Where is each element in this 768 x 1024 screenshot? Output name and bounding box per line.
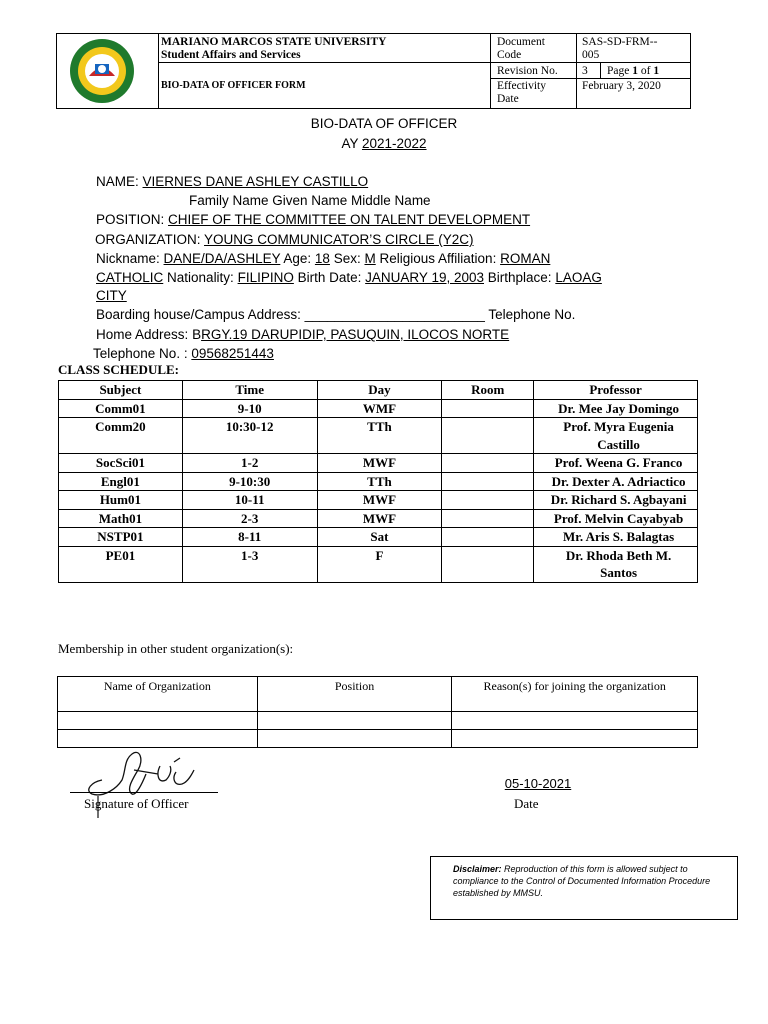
membership-heading: Membership in other student organization(s): bbox=[58, 641, 294, 656]
date-value: 05-10-2021 bbox=[504, 776, 572, 791]
table-cell: NSTP01 bbox=[59, 528, 183, 547]
position-line: POSITION: CHIEF OF THE COMMITTEE ON TALENT DEVELOPMENT bbox=[96, 212, 531, 227]
office-name: Student Affairs and Services bbox=[161, 49, 301, 61]
table-cell: 9-10 bbox=[182, 399, 317, 418]
column-header: Subject bbox=[59, 381, 183, 400]
table-cell: 10:30-12 bbox=[182, 418, 317, 454]
table-cell: WMF bbox=[317, 399, 442, 418]
table-cell: Dr. Dexter A. Adriactico bbox=[534, 472, 698, 491]
revision-label: Revision No. bbox=[497, 65, 558, 77]
document-header bbox=[56, 33, 691, 109]
disclaimer-box: Disclaimer: Reproduction of this form is allowed subject to compliance to the Control of Documented Information Procedure established by MMSU. bbox=[430, 856, 738, 920]
table-cell: PE01 bbox=[59, 546, 183, 582]
column-header: Day bbox=[317, 381, 442, 400]
table-cell: Comm01 bbox=[59, 399, 183, 418]
effectivity-label-2: Date bbox=[497, 93, 519, 105]
university-logo bbox=[69, 38, 135, 104]
table-cell: Dr. Rhoda Beth M. Santos bbox=[534, 546, 698, 582]
table-cell: Prof. Weena G. Franco bbox=[534, 454, 698, 473]
name-hint: Family Name Given Name Middle Name bbox=[189, 193, 431, 208]
table-cell: Prof. Melvin Cayabyab bbox=[534, 509, 698, 528]
table-row bbox=[59, 472, 698, 491]
birthplace-continued: CITY bbox=[96, 288, 127, 303]
doc-code-label-2: Code bbox=[497, 49, 522, 61]
table-cell: 9-10:30 bbox=[182, 472, 317, 491]
effectivity-label: Effectivity bbox=[497, 80, 546, 92]
disclaimer-text: Reproduction of this form is allowed subject to compliance to the Control of Documented Information Procedure established by MMSU. bbox=[453, 864, 711, 898]
name-line: NAME: VIERNES DANE ASHLEY CASTILLO bbox=[96, 174, 369, 189]
table-row bbox=[59, 454, 698, 473]
table-cell: F bbox=[317, 546, 442, 582]
schedule-heading: CLASS SCHEDULE: bbox=[58, 362, 180, 377]
signature-line bbox=[70, 792, 218, 793]
column-header: Reason(s) for joining the organization bbox=[452, 677, 698, 712]
column-header: Room bbox=[442, 381, 534, 400]
table-row bbox=[59, 491, 698, 510]
membership-table bbox=[57, 676, 698, 748]
table-cell bbox=[442, 454, 534, 473]
table-row bbox=[58, 712, 698, 730]
doc-code-label: Document bbox=[497, 36, 545, 48]
table-cell bbox=[442, 472, 534, 491]
table-cell: 8-11 bbox=[182, 528, 317, 547]
table-cell: Mr. Aris S. Balagtas bbox=[534, 528, 698, 547]
table-cell bbox=[442, 491, 534, 510]
table-cell: Math01 bbox=[59, 509, 183, 528]
nationality-line: CATHOLIC Nationality: FILIPINO Birth Date: JANUARY 19, 2003 Birthplace: LAOAG bbox=[96, 270, 602, 285]
table-cell: Dr. Mee Jay Domingo bbox=[534, 399, 698, 418]
table-row bbox=[59, 528, 698, 547]
table-cell: SocSci01 bbox=[59, 454, 183, 473]
table-cell: MWF bbox=[317, 509, 442, 528]
column-header: Name of Organization bbox=[58, 677, 258, 712]
table-cell bbox=[442, 546, 534, 582]
home-address-line: Home Address: BRGY.19 DARUPIDIP, PASUQUIN, ILOCOS NORTE bbox=[96, 327, 510, 342]
position-value: CHIEF OF THE COMMITTEE ON TALENT DEVELOPMENT bbox=[168, 212, 531, 227]
table-cell: Sat bbox=[317, 528, 442, 547]
boarding-line: Boarding house/Campus Address: ________________________ Telephone No. bbox=[96, 307, 576, 322]
doc-code-value-2: 005 bbox=[582, 49, 600, 61]
table-cell: Engl01 bbox=[59, 472, 183, 491]
table-cell bbox=[442, 418, 534, 454]
telephone-line: Telephone No. : 09568251443 bbox=[93, 346, 274, 361]
table-row bbox=[59, 509, 698, 528]
form-title: BIO-DATA OF OFFICER bbox=[310, 116, 458, 131]
table-cell: MWF bbox=[317, 454, 442, 473]
column-header: Position bbox=[257, 677, 452, 712]
column-header: Time bbox=[182, 381, 317, 400]
effectivity-value: February 3, 2020 bbox=[582, 80, 661, 92]
signature-label: Signature of Officer bbox=[84, 796, 189, 811]
organization-line: ORGANIZATION: YOUNG COMMUNICATOR’S CIRCLE (Y2C) bbox=[95, 232, 474, 247]
table-row bbox=[59, 546, 698, 582]
table-cell: Prof. Myra Eugenia Castillo bbox=[534, 418, 698, 454]
university-name: MARIANO MARCOS STATE UNIVERSITY bbox=[161, 36, 387, 48]
class-schedule-table bbox=[58, 380, 698, 583]
revision-value: 3 bbox=[582, 65, 588, 77]
nickname-line: Nickname: DANE/DA/ASHLEY Age: 18 Sex: M Religious Affiliation: ROMAN bbox=[96, 251, 551, 266]
table-cell: 1-3 bbox=[182, 546, 317, 582]
table-cell: 1-2 bbox=[182, 454, 317, 473]
form-name: BIO-DATA OF OFFICER FORM bbox=[161, 80, 306, 91]
name-value: VIERNES DANE ASHLEY CASTILLO bbox=[142, 174, 369, 189]
column-header: Professor bbox=[534, 381, 698, 400]
table-cell bbox=[442, 399, 534, 418]
table-cell bbox=[442, 509, 534, 528]
organization-value: YOUNG COMMUNICATOR’S CIRCLE (Y2C) bbox=[204, 232, 474, 247]
table-cell: TTh bbox=[317, 418, 442, 454]
table-cell: TTh bbox=[317, 472, 442, 491]
table-cell: 10-11 bbox=[182, 491, 317, 510]
table-cell bbox=[442, 528, 534, 547]
table-cell: MWF bbox=[317, 491, 442, 510]
table-cell: Dr. Richard S. Agbayani bbox=[534, 491, 698, 510]
table-row bbox=[59, 418, 698, 454]
table-row bbox=[59, 399, 698, 418]
table-cell: 2-3 bbox=[182, 509, 317, 528]
page-indicator: Page 1 of 1 bbox=[607, 65, 660, 77]
table-cell: Hum01 bbox=[59, 491, 183, 510]
date-label: Date bbox=[514, 796, 539, 811]
table-cell: Comm20 bbox=[59, 418, 183, 454]
doc-code-value: SAS-SD-FRM-- bbox=[582, 36, 658, 48]
academic-year: AY 2021-2022 bbox=[341, 136, 427, 151]
